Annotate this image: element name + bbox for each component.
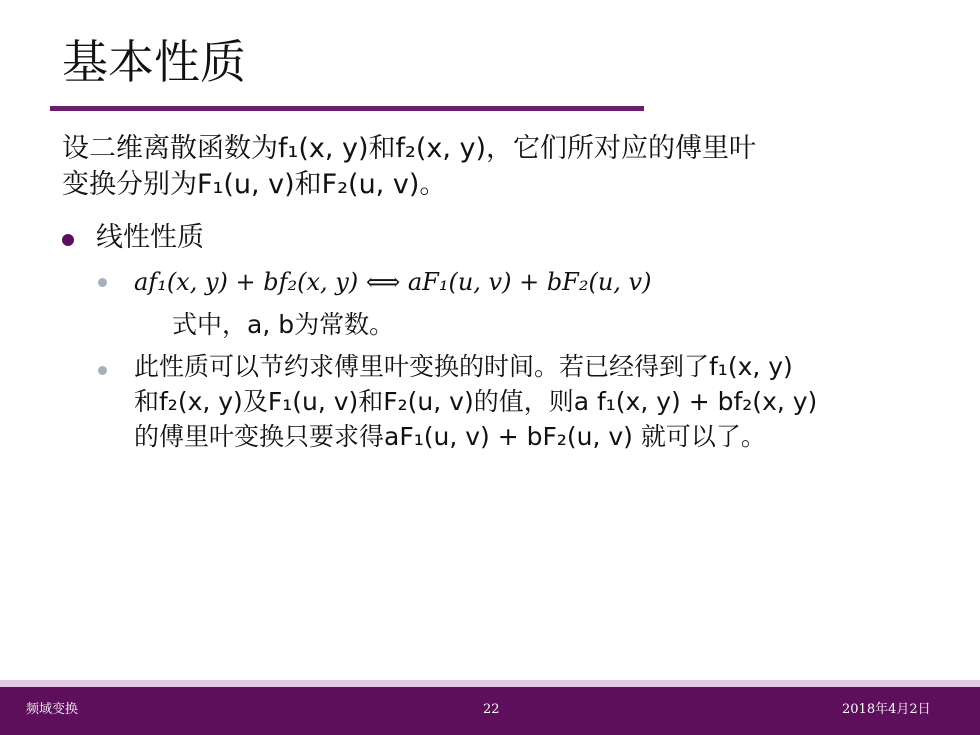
constants-note: 式中，a, b为常数。 [172, 310, 395, 339]
explanation-line-1: 此性质可以节约求傅里叶变换的时间。若已经得到了f₁(x, y) [134, 352, 793, 381]
subbullet-dot [98, 366, 107, 375]
intro-line-2: 变换分别为F₁(u, v)和F₂(u, v)。 [62, 169, 447, 200]
footer-page-number: 22 [483, 702, 500, 717]
explanation-line-3: 的傅里叶变换只要求得aF₁(u, v) + bF₂(u, v) 就可以了。 [134, 422, 766, 451]
footer-date: 2018年4月2日 [842, 702, 931, 717]
subbullet-dot [98, 278, 107, 287]
intro-line-1: 设二维离散函数为f₁(x, y)和f₂(x, y)，它们所对应的傅里叶 [62, 133, 757, 164]
explanation-line-2: 和f₂(x, y)及F₁(u, v)和F₂(u, v)的值，则a f₁(x, y) + bf₂(x, y) [134, 387, 818, 416]
title-underline [50, 106, 644, 111]
bullet-dot [62, 234, 74, 246]
slide-title: 基本性质 [62, 35, 246, 89]
linearity-formula: af₁(x, y) + bf₂(x, y) ⟺ aF₁(u, v) + bF₂(u, v) [134, 268, 652, 296]
footer-highlight-band [0, 680, 980, 687]
footer-chapter: 频域变换 [26, 702, 79, 717]
bullet-linearity-label: 线性性质 [96, 222, 204, 253]
